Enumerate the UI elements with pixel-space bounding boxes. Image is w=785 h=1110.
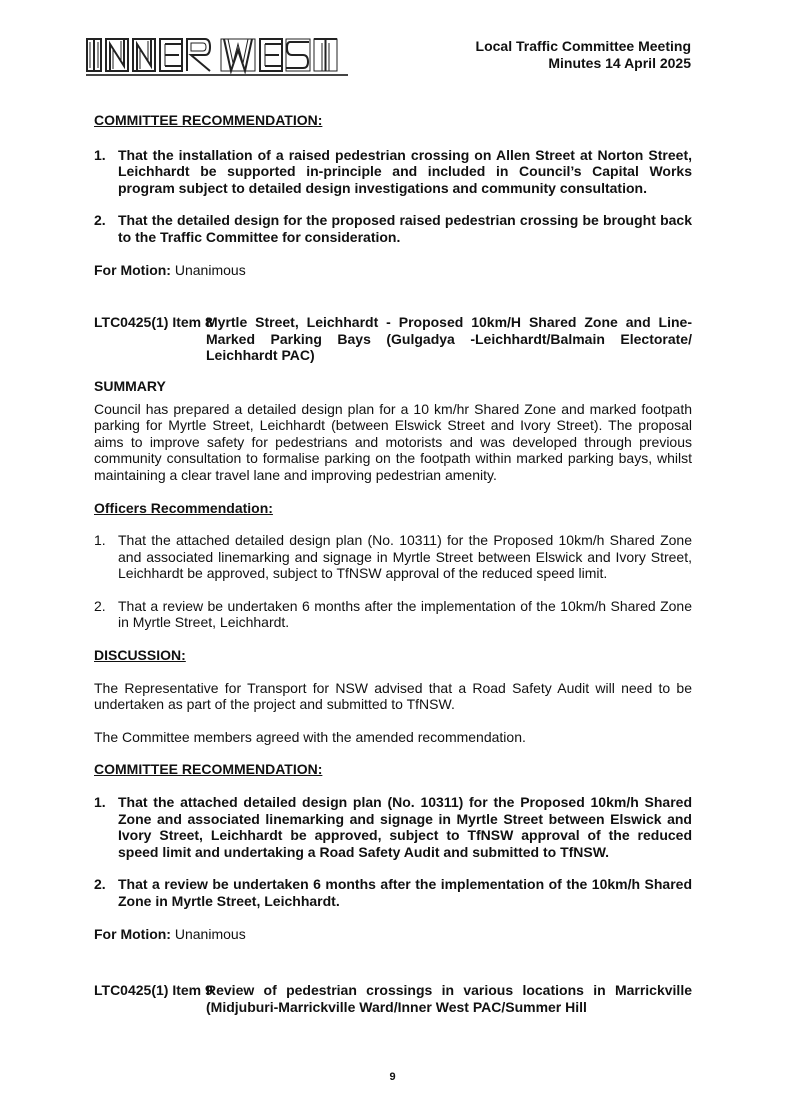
committee-recommendation-list (94, 147, 692, 246)
list-item: 1. That the installation of a raised pedestrian crossing on Allen Street at Norton Street, Leichhardt be supported in-principle and included in Council’s Capital Works program subject to detailed design investigations and community consultation. (94, 146, 692, 196)
list-item: 1. That the attached detailed design plan (No. 10311) for the Proposed 10km/h Shared Zone and associated linemarking and signage in Myrtle Street between Elswick and Ivory Street, Leichhardt be approved, subject to TfNSW approval of the reduced speed limit and undertaking a Road Safety Audit and submitted to TfNSW. (94, 794, 692, 860)
motion-result: For Motion: Unanimous (94, 925, 246, 942)
list-item: 1. That the attached detailed design plan (No. 10311) for the Proposed 10km/h Shared Zone and associated linemarking and signage in Myrtle Street between Elswick and Ivory Street, Leichhardt be approved, subject to TfNSW approval of the reduced speed limit. (94, 532, 692, 582)
minutes-date: Minutes 14 April 2025 (548, 55, 691, 71)
document-body (94, 112, 692, 1015)
list-item: 2. That a review be undertaken 6 months after the implementation of the 10km/h Shared Zone in Myrtle Street, Leichhardt. (94, 597, 692, 631)
discussion-paragraph: The Committee members agreed with the amended recommendation. (94, 728, 526, 745)
inner-west-logo (86, 36, 338, 74)
item-8-title (94, 314, 692, 364)
item-title-text: Review of pedestrian crossings in various locations in Marrickville (Midjuburi-Marrickville Ward/Inner West PAC/Summer Hill (206, 982, 692, 1015)
list-item: 2. That a review be undertaken 6 months after the implementation of the 10km/h Shared Zone in Myrtle Street, Leichhardt. (94, 876, 692, 909)
item-9-title (94, 982, 692, 1015)
item-title-text: Myrtle Street, Leichhardt - Proposed 10km/H Shared Zone and Line-Marked Parking Bays (Gulgadya -Leichhardt/Balmain Electorate/ Leichhardt PAC) (206, 314, 692, 364)
item-code: LTC0425(1) Item 9 (94, 982, 213, 999)
meeting-title: Local Traffic Committee Meeting (475, 38, 691, 54)
committee-recommendation-heading: COMMITTEE RECOMMENDATION: (94, 761, 323, 778)
item-code: LTC0425(1) Item 8 (94, 314, 213, 331)
officers-recommendation-heading: Officers Recommendation: (94, 499, 273, 516)
discussion-heading: DISCUSSION: (94, 647, 186, 664)
officers-recommendation-list (94, 532, 692, 631)
committee-recommendation-heading: COMMITTEE RECOMMENDATION: (94, 112, 323, 128)
committee-recommendation-list (94, 794, 692, 910)
summary-text: Council has prepared a detailed design plan for a 10 km/hr Shared Zone and marked footpath parking for Myrtle Street, Leichhardt (between Elswick Street and Ivory Street). The proposal aims to improve safety for pedestrians and motorists and was developed through previous community consultation to formalise parking on the footpath within marked parking bays, whilst maintaining a clear travel lane and improving pedestrian amenity. (94, 400, 692, 483)
header-rule (86, 74, 348, 76)
list-item: 2. That the detailed design for the proposed raised pedestrian crossing be brought back to the Traffic Committee for consideration. (94, 212, 692, 245)
discussion-paragraph: The Representative for Transport for NSW advised that a Road Safety Audit will need to be undertaken as part of the project and submitted to TfNSW. (94, 679, 692, 713)
document-header (476, 38, 691, 72)
motion-result: For Motion: Unanimous (94, 261, 246, 278)
summary-heading: SUMMARY (94, 377, 166, 394)
page-number: 9 (389, 1071, 396, 1083)
